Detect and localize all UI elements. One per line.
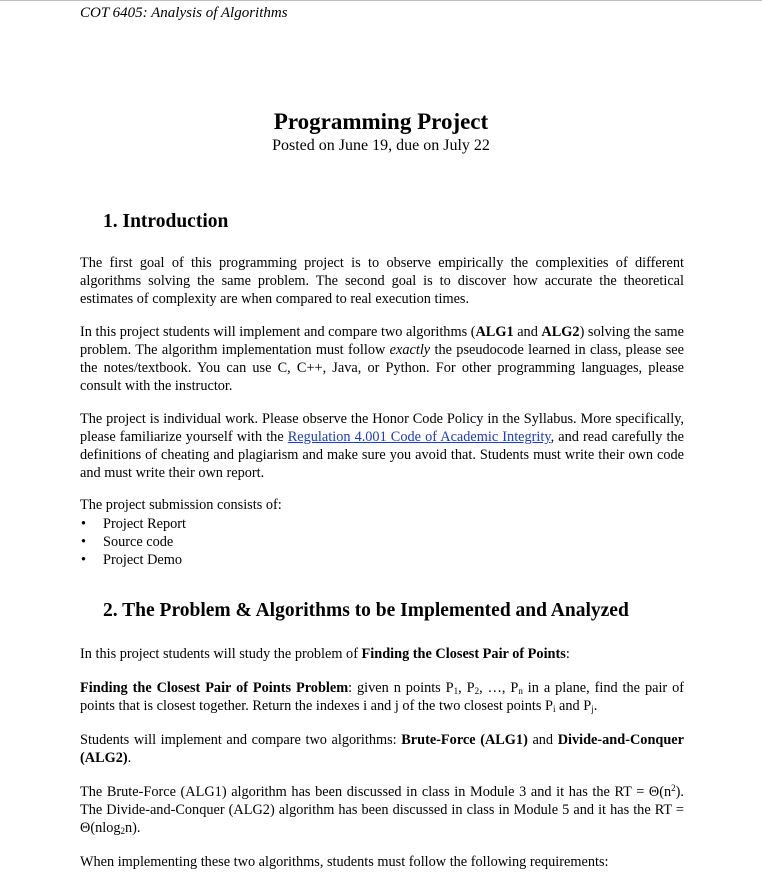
bullet-icon: • xyxy=(81,516,87,532)
problem-paragraph-4: The Brute-Force (ALG1) algorithm has been discussed in class in Module 3 and it has the RT = $\Theta(n^2)$. The Divide-and-Conquer (ALG2) algorithm has been discussed in class in Module 5 and it has the RT = Θ(nlog$_2$n). xyxy=(80,783,684,836)
document-title: Programming Project xyxy=(273,109,489,134)
course-header: COT 6405: Analysis of Algorithms xyxy=(80,5,288,21)
list-item: • Project Demo xyxy=(81,552,183,568)
list-item: • Source code xyxy=(81,534,174,550)
document-subtitle: Posted on June 19, due on July 22 xyxy=(272,137,490,154)
running-header xyxy=(0,0,762,25)
title-block xyxy=(0,108,762,155)
bullet-icon: • xyxy=(81,534,87,550)
problem-paragraph-2: Finding the Closest Pair of Points Problem: given n points $P_1$, $P_2$, …, $P_n$ in a plane, find the pair of points that is closest together. Return the indexes i and j of the two closest points $P_i$ and $P_j$. xyxy=(80,680,685,714)
problem-paragraph-5: When implementing these two algorithms, students must follow the following requirements: xyxy=(80,854,609,870)
intro-paragraph-1: The first goal of this programming project is to observe empirically the complexities of different algorithms solving the same problem. The second goal is to discover how accurate the theoretical estimates of complexity are when compared to real execution times. xyxy=(80,255,684,307)
intro-paragraph-3: The project is individual work. Please observe the Honor Code Policy in the Syllabus. More specifically, please familiarize yourself with the Regulation 4.001 Code of Academic Integrity, and read carefully the definitions of cheating and plagiarism and make sure you avoid that. Students must write their own code and must write their own report. xyxy=(80,411,684,481)
list-item: • Project Report xyxy=(81,516,186,532)
problem-paragraph-1: In this project students will study the problem of Finding the Closest Pair of Points: xyxy=(80,646,570,662)
problem-paragraph-3: Students will implement and compare two algorithms: Brute-Force (ALG1) and Divide-and-Conquer (ALG2). xyxy=(80,732,684,766)
section-heading-introduction: 1. Introduction xyxy=(103,211,229,232)
section-heading-problem: 2. The Problem & Algorithms to be Implemented and Analyzed xyxy=(103,600,629,621)
submission-intro: The project submission consists of: xyxy=(80,497,282,513)
bullet-icon: • xyxy=(81,552,87,568)
submission-list xyxy=(80,515,380,569)
academic-integrity-link[interactable]: Regulation 4.001 Code of Academic Integrity xyxy=(287,429,551,445)
intro-paragraph-2: In this project students will implement and compare two algorithms (ALG1 and ALG2) solving the same problem. The algorithm implementation must follow exactly the pseudocode learned in class, please see the notes/textbook. You can use C, C++, Java, or Python. For other programming languages, please consult with the instructor. xyxy=(80,324,684,394)
